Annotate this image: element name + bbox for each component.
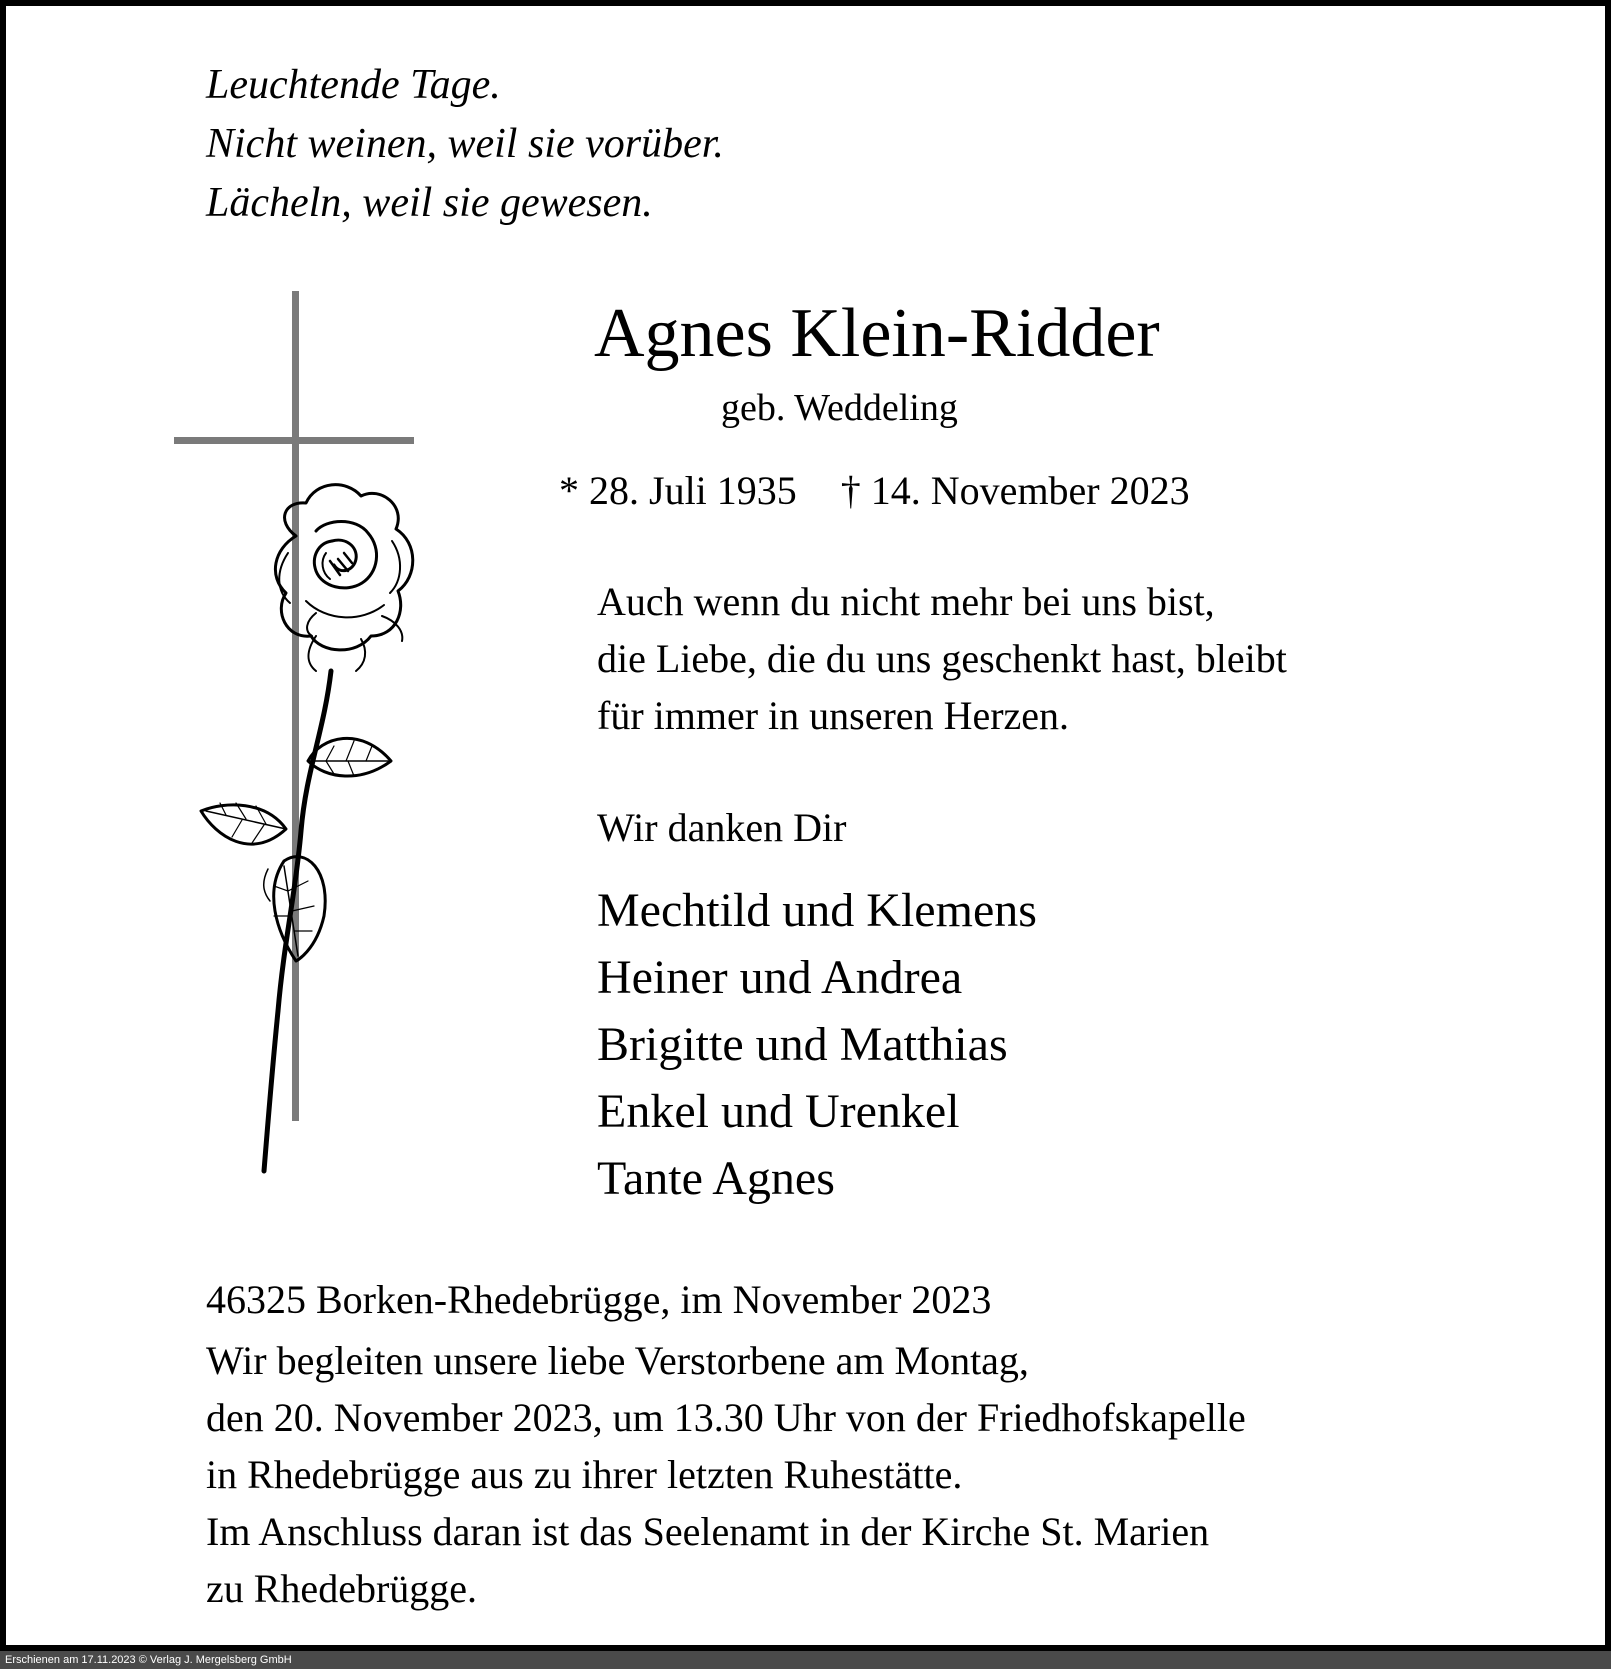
death-date: † 14. November 2023 (840, 468, 1190, 513)
motto-line: Nicht weinen, weil sie vorüber. (206, 121, 724, 167)
motto (206, 56, 724, 233)
cross-icon (174, 291, 414, 1121)
motto-line: Lächeln, weil sie gewesen. (206, 180, 653, 226)
cross-with-rose (156, 291, 446, 1191)
verse (597, 573, 1287, 744)
funeral-info (206, 1332, 1246, 1617)
rose-icon (201, 485, 413, 1171)
funeral-line: Im Anschluss daran ist das Seelenamt in der Kirche St. Marien (206, 1509, 1210, 1554)
mourners-list (597, 877, 1037, 1212)
mourner: Brigitte und Matthias (597, 1018, 1008, 1071)
funeral-line: zu Rhedebrügge. (206, 1566, 478, 1611)
mourner: Tante Agnes (597, 1152, 835, 1205)
mourner: Enkel und Urenkel (597, 1085, 960, 1138)
publication-footer: Erschienen am 17.11.2023 © Verlag J. Mergelsberg GmbH (0, 1651, 1611, 1669)
mourner: Mechtild und Klemens (597, 884, 1037, 937)
motto-line: Leuchtende Tage. (206, 62, 501, 108)
birth-date: * 28. Juli 1935 (559, 468, 797, 513)
thanks-line: Wir danken Dir (597, 805, 847, 850)
funeral-line: in Rhedebrügge aus zu ihrer letzten Ruhestätte. (206, 1452, 963, 1497)
birth-name: geb. Weddeling (721, 387, 958, 429)
deceased-name: Agnes Klein-Ridder (594, 295, 1160, 372)
verse-line: Auch wenn du nicht mehr bei uns bist, (597, 579, 1215, 624)
mourner: Heiner und Andrea (597, 951, 963, 1004)
funeral-line: den 20. November 2023, um 13.30 Uhr von der Friedhofskapelle (206, 1395, 1246, 1440)
place-date: 46325 Borken-Rhedebrügge, im November 2023 (206, 1277, 992, 1322)
funeral-line: Wir begleiten unsere liebe Verstorbene am Montag, (206, 1338, 1029, 1383)
life-dates (559, 466, 1190, 516)
verse-line: für immer in unseren Herzen. (597, 693, 1070, 738)
verse-line: die Liebe, die du uns geschenkt hast, bleibt (597, 636, 1287, 681)
